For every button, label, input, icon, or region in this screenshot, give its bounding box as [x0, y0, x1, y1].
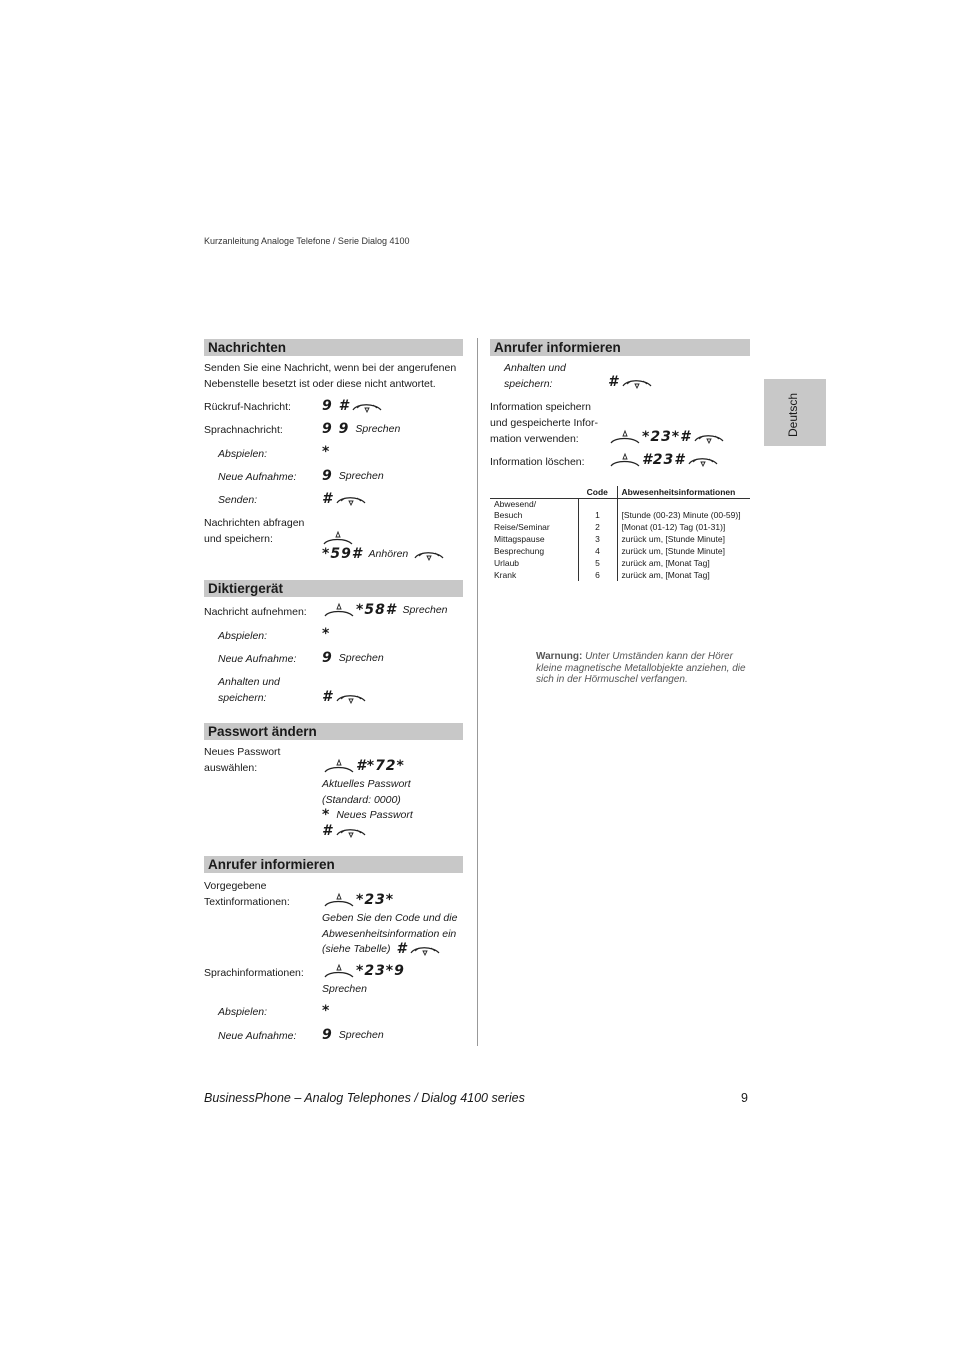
senden-keys: #	[322, 491, 333, 507]
code-instruction-sequence	[322, 941, 441, 957]
sprachnachricht-keys: 9 9	[322, 421, 350, 437]
neues-passwort-text: Neues Passwort	[336, 809, 413, 821]
diktier-anhalten-line2: speichern:	[218, 692, 267, 704]
table-cell: Abwesend/	[494, 499, 537, 509]
table-row	[490, 521, 750, 533]
anhoeren-text: Anhören	[368, 548, 409, 560]
passwort-label-line2: auswählen:	[204, 762, 258, 774]
diktier-neue-keys: 9	[322, 650, 333, 666]
passwort-sequence	[322, 758, 407, 774]
abfragen-sequence	[322, 546, 445, 562]
table-cell: zurück um, [Stunde Minute]	[621, 534, 725, 544]
table-cell: zurück am, [Monat Tag]	[621, 558, 710, 568]
table-row	[490, 569, 750, 581]
passwort-end-sequence	[322, 823, 367, 839]
info-loeschen-label: Information löschen:	[490, 456, 585, 468]
onhook-icon	[335, 690, 367, 704]
passwort-label-line1: Neues Passwort	[204, 746, 281, 758]
abspielen-keys: *	[322, 444, 331, 460]
onhook-icon	[351, 399, 383, 413]
code-instruction-line3: (siehe Tabelle)	[322, 943, 391, 955]
diktier-anhalten-line1: Anhalten und	[218, 676, 280, 688]
anrufer-abspielen-sequence	[322, 1003, 332, 1019]
neue-aufnahme-keys: 9	[322, 468, 333, 484]
table-row	[490, 499, 750, 510]
offhook-icon	[322, 602, 356, 618]
table-cell: Mittagspause	[494, 534, 545, 544]
passwort-keys: #*72*	[356, 758, 405, 774]
anrufer-neue-sequence	[322, 1027, 389, 1043]
neues-passwort-sequence	[322, 807, 418, 823]
table-cell: 1	[578, 509, 617, 521]
table-row	[490, 545, 750, 557]
abfragen-keys: *59#	[322, 546, 363, 562]
right-anhalten-line1: Anhalten und	[504, 362, 566, 374]
anrufer-abspielen-keys: *	[322, 1003, 331, 1019]
aktuelles-passwort-line2: (Standard: 0000)	[322, 794, 401, 806]
table-cell: 4	[578, 545, 617, 557]
table-row	[490, 509, 750, 521]
senden-sequence	[322, 491, 367, 507]
right-anhalten-sequence	[608, 374, 653, 390]
passwort-end-keys: #	[322, 823, 333, 839]
section-nachrichten-title: Nachrichten	[204, 339, 463, 356]
offhook-icon	[322, 892, 356, 908]
section-passwort-title: Passwort ändern	[204, 723, 463, 740]
sprechen-text: Sprechen	[402, 604, 448, 616]
info-loeschen-keys: #23#	[642, 452, 685, 468]
warning-text: Unter Umständen kann der Hörer kleine magnetische Metallobjekte anziehen, die sich in der Hörmuschel verfangen.	[536, 651, 746, 685]
page-number: 9	[741, 1091, 748, 1105]
onhook-icon	[409, 942, 441, 956]
aufnehmen-label: Nachricht aufnehmen:	[204, 606, 307, 618]
table-cell: 3	[578, 533, 617, 545]
nachrichten-intro-line1: Senden Sie eine Nachricht, wenn bei der angerufenen	[204, 362, 457, 374]
table-cell: zurück um, [Stunde Minute]	[621, 546, 725, 556]
diktier-abspielen-keys: *	[322, 626, 331, 642]
onhook-icon	[413, 547, 445, 561]
section-anrufer-left-title: Anrufer informieren	[204, 856, 463, 873]
info-speichern-line3: mation verwenden:	[490, 433, 579, 445]
table-row	[490, 533, 750, 545]
sprechen-text: Sprechen	[322, 983, 367, 995]
table-cell: zurück am, [Monat Tag]	[621, 570, 710, 580]
absence-code-table	[490, 486, 750, 581]
diktier-neue-label: Neue Aufnahme:	[218, 653, 297, 665]
senden-label: Senden:	[218, 494, 258, 506]
abfragen-label-line2: und speichern:	[204, 533, 273, 545]
sprechen-text: Sprechen	[338, 470, 384, 482]
table-header-cell: Abwesenheitsinformationen	[617, 486, 750, 499]
diktier-anhalten-sequence	[322, 689, 367, 705]
abfragen-label-line1: Nachrichten abfragen	[204, 517, 305, 529]
table-cell: 5	[578, 557, 617, 569]
info-loeschen-sequence	[608, 452, 719, 468]
table-cell: 2	[578, 521, 617, 533]
table-cell: 6	[578, 569, 617, 581]
textinfo-sequence	[322, 892, 396, 908]
diktier-neue-sequence	[322, 650, 389, 666]
textinfo-label-line2: Textinformationen:	[204, 896, 290, 908]
aufnehmen-sequence	[322, 602, 453, 618]
code-end-keys: #	[396, 941, 408, 957]
textinfo-label-line1: Vorgegebene	[204, 880, 267, 892]
info-speichern-sequence	[608, 429, 725, 445]
textinfo-keys: *23*	[356, 892, 395, 908]
sprechen-text: Sprechen	[355, 423, 401, 435]
offhook-icon	[608, 452, 642, 468]
running-header: Kurzanleitung Analoge Telefone / Serie Dialog 4100	[204, 236, 410, 246]
offhook-icon	[322, 963, 356, 979]
language-tab-label: Deutsch	[786, 392, 800, 437]
column-divider	[477, 338, 478, 1046]
anrufer-abspielen-label: Abspielen:	[218, 1006, 268, 1018]
sprachinfo-sequence	[322, 963, 407, 979]
rueckruf-keys: 9 #	[322, 398, 350, 414]
sprachinfo-label: Sprachinformationen:	[204, 967, 304, 979]
warning-label: Warnung:	[536, 651, 583, 662]
nachrichten-intro-line2: Nebenstelle besetzt ist oder diese nicht antwortet.	[204, 378, 436, 390]
diktier-anhalten-keys: #	[322, 689, 333, 705]
info-speichern-line1: Information speichern	[490, 401, 591, 413]
table-cell: Reise/Seminar	[494, 522, 550, 532]
offhook-icon	[608, 429, 642, 445]
rueckruf-sequence	[322, 398, 383, 414]
code-instruction-line2: Abwesenheitsinformation ein	[322, 928, 457, 940]
right-anhalten-keys: #	[608, 374, 619, 390]
sprachnachricht-sequence	[322, 421, 405, 437]
table-row	[490, 557, 750, 569]
onhook-icon	[335, 492, 367, 506]
rueckruf-label: Rückruf-Nachricht:	[204, 401, 291, 413]
offhook-icon	[322, 530, 354, 546]
diktier-abspielen-label: Abspielen:	[218, 630, 268, 642]
warning-note	[536, 651, 752, 686]
sprachinfo-keys: *23*9	[356, 963, 405, 979]
section-anrufer-right-title: Anrufer informieren	[490, 339, 750, 356]
table-header-cell	[490, 486, 578, 499]
anrufer-neue-keys: 9	[322, 1027, 333, 1043]
abspielen-sequence	[322, 444, 332, 460]
table-cell: Krank	[494, 570, 517, 580]
anrufer-neue-label: Neue Aufnahme:	[218, 1030, 297, 1042]
onhook-icon	[687, 453, 719, 467]
table-cell: Besprechung	[494, 546, 545, 556]
onhook-icon	[335, 824, 367, 838]
table-cell: [Monat (01-12) Tag (01-31)]	[621, 522, 726, 532]
aktuelles-passwort-line1: Aktuelles Passwort	[322, 778, 411, 790]
neues-passwort-keys: *	[322, 807, 331, 823]
info-speichern-keys: *23*#	[642, 429, 691, 445]
section-diktier-title: Diktiergerät	[204, 580, 463, 597]
table-cell: Besuch	[494, 510, 523, 520]
table-header-cell: Code	[578, 486, 617, 499]
abspielen-label: Abspielen:	[218, 448, 268, 460]
diktier-abspielen-sequence	[322, 626, 332, 642]
offhook-icon	[322, 758, 356, 774]
code-instruction-line1: Geben Sie den Code und die	[322, 912, 458, 924]
table-cell: Urlaub	[494, 558, 520, 568]
onhook-icon	[693, 430, 725, 444]
right-anhalten-line2: speichern:	[504, 378, 553, 390]
info-speichern-line2: und gespeicherte Infor-	[490, 417, 598, 429]
sprechen-text: Sprechen	[338, 1029, 384, 1041]
onhook-icon	[621, 375, 653, 389]
sprachnachricht-label: Sprachnachricht:	[204, 424, 283, 436]
neue-aufnahme-sequence	[322, 468, 389, 484]
aufnehmen-keys: *58#	[356, 602, 397, 618]
footer-title: BusinessPhone – Analog Telephones / Dialog 4100 series	[204, 1091, 525, 1105]
neue-aufnahme-label: Neue Aufnahme:	[218, 471, 297, 483]
sprechen-text: Sprechen	[338, 652, 384, 664]
table-header-row	[490, 486, 750, 499]
table-cell: [Stunde (00-23) Minute (00-59)]	[621, 510, 741, 520]
language-tab	[764, 379, 826, 446]
